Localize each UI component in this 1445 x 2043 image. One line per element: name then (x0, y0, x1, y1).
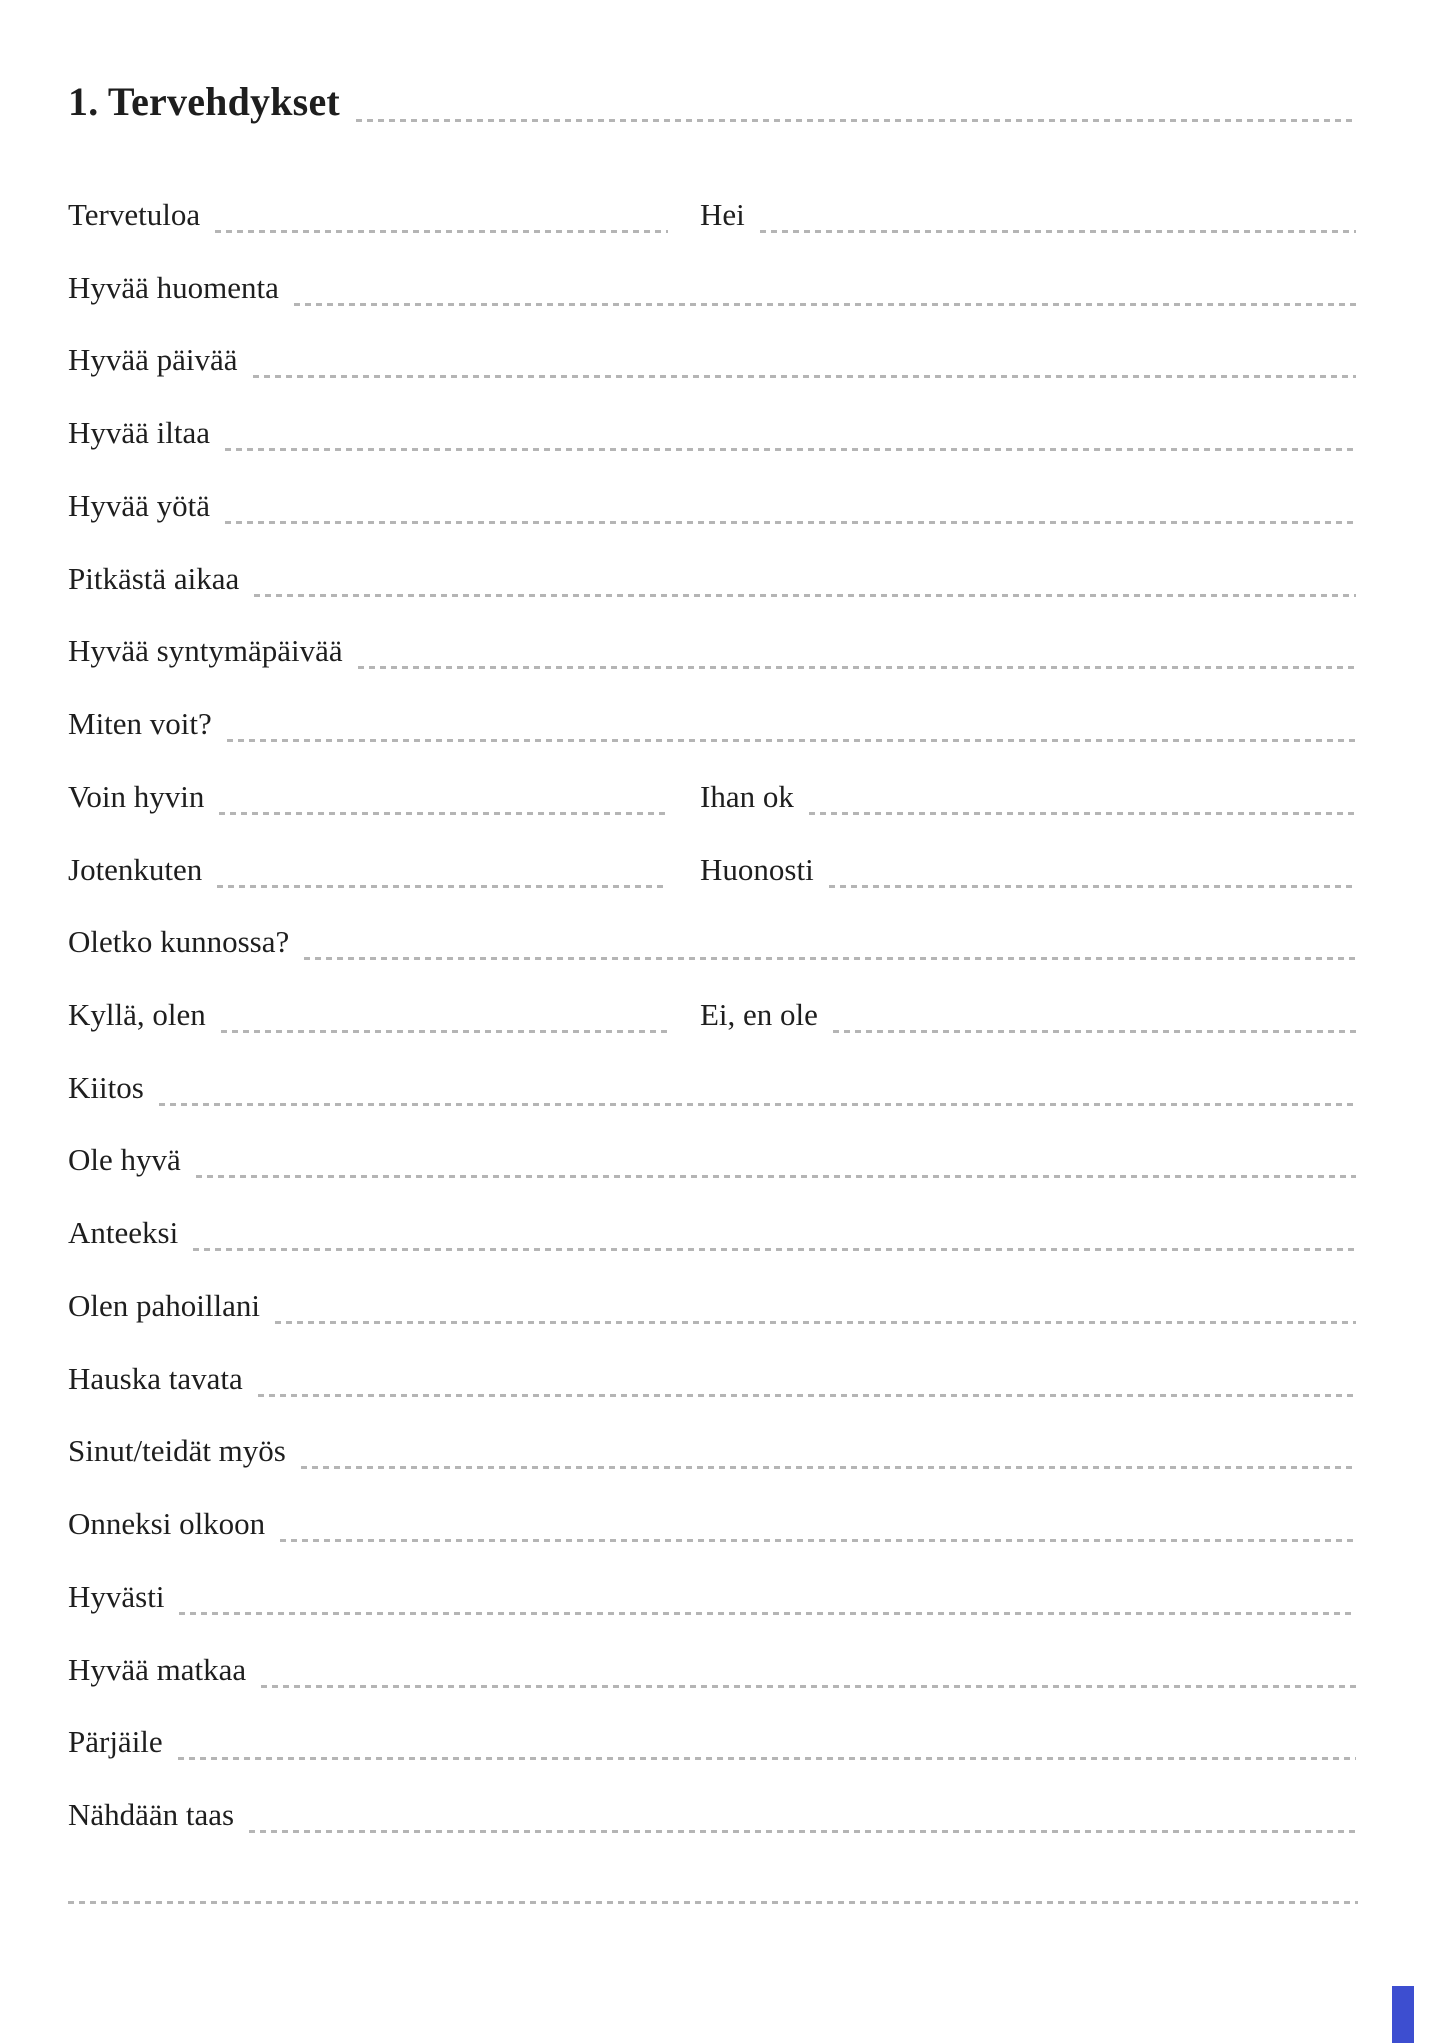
phrase-label: Ole hyvä (68, 1142, 181, 1177)
write-in-line (178, 1757, 1356, 1760)
phrase-label: Jotenkuten (68, 852, 203, 887)
phrase-row (68, 483, 1358, 529)
phrase-row (68, 919, 1358, 965)
phrase-column-secondary (700, 774, 1358, 820)
write-in-line (301, 1466, 1356, 1469)
phrase-column-primary (68, 265, 1358, 311)
phrase-row (68, 1210, 1358, 1256)
phrase-label-secondary: Hei (700, 197, 745, 232)
phrase-row (68, 1137, 1358, 1183)
phrase-label: Anteeksi (68, 1215, 179, 1250)
phrase-row (68, 1719, 1358, 1765)
phrase-column-primary (68, 1428, 1358, 1474)
phrase-row (68, 1647, 1358, 1693)
title-row (68, 78, 1358, 126)
phrase-column-primary (68, 1792, 1358, 1838)
phrase-row (68, 1792, 1358, 1838)
phrase-column-primary (68, 1065, 1358, 1111)
phrase-label: Hyvää päivää (68, 342, 238, 377)
write-in-line (253, 375, 1356, 378)
phrase-column-primary (68, 628, 1358, 674)
write-in-line (254, 594, 1356, 597)
phrase-row (68, 337, 1358, 383)
phrase-column-primary (68, 556, 1358, 602)
phrase-label: Pitkästä aikaa (68, 561, 240, 596)
phrase-row (68, 701, 1358, 747)
write-in-line (225, 521, 1356, 524)
write-in-line (249, 1830, 1356, 1833)
phrase-column-primary (68, 1574, 1358, 1620)
page-title: 1. Tervehdykset (68, 79, 340, 124)
phrase-column-primary (68, 337, 1358, 383)
phrase-column-secondary (700, 847, 1358, 893)
write-in-line (294, 303, 1356, 306)
phrase-row (68, 1428, 1358, 1474)
phrase-label: Kiitos (68, 1070, 144, 1105)
phrase-row (68, 1501, 1358, 1547)
phrase-label: Hyvää matkaa (68, 1652, 247, 1687)
phrase-row (68, 556, 1358, 602)
phrase-row (68, 192, 1358, 238)
phrase-label: Pärjäile (68, 1724, 163, 1759)
write-in-line (261, 1685, 1356, 1688)
write-in-line (221, 1030, 668, 1033)
phrase-label: Hyvästi (68, 1579, 165, 1614)
write-in-line (275, 1321, 1356, 1324)
phrase-column-primary (68, 847, 670, 893)
write-in-line (217, 885, 668, 888)
write-in-line-secondary (833, 1030, 1356, 1033)
write-in-line (193, 1248, 1356, 1251)
write-in-line (304, 957, 1356, 960)
phrase-label: Olen pahoillani (68, 1288, 260, 1323)
phrase-row (68, 265, 1358, 311)
phrase-column-primary (68, 1210, 1358, 1256)
phrase-column-primary (68, 410, 1358, 456)
phrase-column-primary (68, 483, 1358, 529)
chapter-tab-marker (1392, 1986, 1414, 2043)
phrase-label: Voin hyvin (68, 779, 205, 814)
phrase-label: Miten voit? (68, 706, 212, 741)
phrase-column-primary (68, 192, 670, 238)
phrase-label: Hyvää syntymäpäivää (68, 633, 343, 668)
phrase-label: Hauska tavata (68, 1361, 243, 1396)
phrase-label-secondary: Huonosti (700, 852, 814, 887)
phrase-label: Kyllä, olen (68, 997, 206, 1032)
phrase-row (68, 992, 1358, 1038)
phrase-label-secondary: Ihan ok (700, 779, 794, 814)
phrase-label: Sinut/teidät myös (68, 1433, 286, 1468)
phrase-column-primary (68, 1719, 1358, 1765)
write-in-line (280, 1539, 1356, 1542)
phrase-column-primary (68, 1356, 1358, 1402)
write-in-line (179, 1612, 1356, 1615)
phrase-label-secondary: Ei, en ole (700, 997, 818, 1032)
phrase-column-primary (68, 774, 670, 820)
phrase-row (68, 628, 1358, 674)
phrase-row (68, 410, 1358, 456)
write-in-line-secondary (809, 812, 1356, 815)
write-in-line (219, 812, 668, 815)
phrase-column-secondary (700, 192, 1358, 238)
bottom-separator-line (68, 1901, 1358, 1904)
phrase-label: Tervetuloa (68, 197, 201, 232)
phrase-column-primary (68, 1283, 1358, 1329)
write-in-line-secondary (760, 230, 1356, 233)
write-in-line (196, 1175, 1356, 1178)
phrase-column-primary (68, 1501, 1358, 1547)
phrase-row (68, 1356, 1358, 1402)
phrase-row (68, 1574, 1358, 1620)
phrase-column-primary (68, 919, 1358, 965)
write-in-line (227, 739, 1356, 742)
phrase-row (68, 1283, 1358, 1329)
phrase-label: Hyvää huomenta (68, 270, 279, 305)
write-in-line (258, 1394, 1356, 1397)
phrase-label: Nähdään taas (68, 1797, 235, 1832)
phrase-row (68, 1065, 1358, 1111)
write-in-line (225, 448, 1356, 451)
write-in-line (358, 666, 1356, 669)
phrase-row (68, 847, 1358, 893)
write-in-line-secondary (829, 885, 1356, 888)
title-leader-line (356, 119, 1356, 122)
phrase-column-primary (68, 1137, 1358, 1183)
write-in-line (215, 230, 668, 233)
phrase-column-primary (68, 1647, 1358, 1693)
phrase-label: Oletko kunnossa? (68, 924, 290, 959)
phrase-label: Hyvää iltaa (68, 415, 211, 450)
phrase-row (68, 774, 1358, 820)
phrase-column-primary (68, 701, 1358, 747)
phrase-column-secondary (700, 992, 1358, 1038)
phrase-column-primary (68, 992, 670, 1038)
phrase-label: Hyvää yötä (68, 488, 211, 523)
phrase-label: Onneksi olkoon (68, 1506, 266, 1541)
write-in-line (159, 1103, 1356, 1106)
